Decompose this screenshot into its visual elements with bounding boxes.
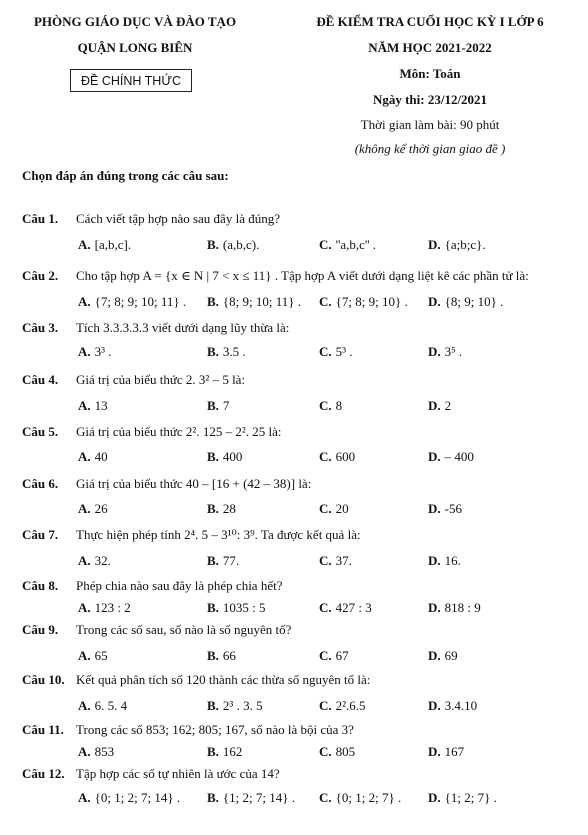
answer-option-text: 16. <box>444 553 461 568</box>
answer-option-label: C. <box>319 449 332 464</box>
question-text: Giá trị của biểu thức 40 – [16 + (42 – 38)] là: <box>76 476 312 491</box>
official-stamp <box>70 69 192 92</box>
duration-note: (không kể thời gian giao đề ) <box>354 141 506 156</box>
answer-option-d[interactable] <box>428 294 503 310</box>
answer-option-b[interactable] <box>207 553 239 569</box>
answer-option-label: D. <box>428 744 441 759</box>
answer-option-text: 37. <box>335 553 352 568</box>
answer-option-label: C. <box>319 237 332 252</box>
answer-option-label: B. <box>207 294 219 309</box>
answer-option-c[interactable] <box>319 790 401 806</box>
answer-option-text: 400 <box>222 449 243 464</box>
answer-option-text: 13 <box>94 398 108 413</box>
answer-option-text: 8 <box>335 398 343 413</box>
question-5 <box>22 424 281 440</box>
answer-option-d[interactable] <box>428 344 462 360</box>
school-year: NĂM HỌC 2021-2022 <box>368 40 492 55</box>
answer-option-label: D. <box>428 600 441 615</box>
answer-option-text: 67 <box>335 648 349 663</box>
answer-option-text: {1; 2; 7; 14} . <box>222 790 295 805</box>
answer-option-label: B. <box>207 344 219 359</box>
question-6 <box>22 476 311 492</box>
question-4 <box>22 372 245 388</box>
answer-option-d[interactable] <box>428 648 458 664</box>
answer-option-a[interactable] <box>78 294 186 310</box>
answer-option-text: 2³ . 3. 5 <box>222 698 263 713</box>
exam-title: ĐỀ KIỂM TRA CUỐI HỌC KỲ I LỚP 6 <box>316 14 544 29</box>
answer-option-label: A. <box>78 790 91 805</box>
answer-option-a[interactable] <box>78 398 108 414</box>
answer-option-text: 7 <box>222 398 230 413</box>
answer-option-label: D. <box>428 698 441 713</box>
answer-option-label: A. <box>78 344 91 359</box>
answer-option-label: B. <box>207 698 219 713</box>
answer-option-c[interactable] <box>319 501 349 517</box>
answer-option-label: D. <box>428 553 441 568</box>
answer-option-label: D. <box>428 790 441 805</box>
question-12 <box>22 766 280 782</box>
answer-option-text: 77. <box>222 553 240 568</box>
question-text: Trong các số sau, số nào là số nguyên tố? <box>76 622 292 637</box>
answer-option-text: – 400 <box>444 449 474 464</box>
answer-option-a[interactable] <box>78 600 131 616</box>
answer-option-label: A. <box>78 398 91 413</box>
answer-option-text: {7; 8; 9; 10; 11} . <box>94 294 187 309</box>
answer-option-label: D. <box>428 449 441 464</box>
question-text: Phép chia nào sau đây là phép chia hết? <box>76 578 283 593</box>
question-number: Câu 10. <box>22 672 65 687</box>
answer-option-text: 600 <box>335 449 356 464</box>
answer-option-text: 818 : 9 <box>444 600 481 615</box>
answer-option-label: B. <box>207 600 219 615</box>
answer-option-text: 69 <box>444 648 458 663</box>
answer-option-text: 3.4.10 <box>444 698 478 713</box>
answer-option-c[interactable] <box>319 449 355 465</box>
answer-option-label: C. <box>319 294 332 309</box>
answer-option-c[interactable] <box>319 600 372 616</box>
answer-option-a[interactable] <box>78 648 108 664</box>
question-number: Câu 8. <box>22 578 59 593</box>
answer-option-text: 66 <box>222 648 236 663</box>
question-text: Cách viết tập hợp nào sau đây là đúng? <box>76 211 280 226</box>
answer-option-text: 20 <box>335 501 349 516</box>
answer-option-c[interactable] <box>319 237 376 253</box>
answer-option-text: {7; 8; 9; 10} . <box>335 294 408 309</box>
answer-option-text: {0; 1; 2; 7} . <box>335 790 402 805</box>
district-title: QUẬN LONG BIÊN <box>77 40 193 55</box>
answer-option-label: C. <box>319 744 332 759</box>
answer-option-text: 65 <box>94 648 108 663</box>
question-11 <box>22 722 354 738</box>
answer-option-c[interactable] <box>319 648 349 664</box>
answer-option-text: 3.5 . <box>222 344 246 359</box>
answer-option-label: B. <box>207 744 219 759</box>
exam-duration: Thời gian làm bài: 90 phút <box>360 117 500 132</box>
question-text: Tích 3.3.3.3.3 viết dưới dạng lũy thừa là: <box>76 320 290 335</box>
answer-option-d[interactable] <box>428 449 474 465</box>
answer-option-label: B. <box>207 553 219 568</box>
exam-date: Ngày thi: 23/12/2021 <box>372 92 488 107</box>
answer-option-label: C. <box>319 398 332 413</box>
question-text: Kết quả phân tích số 120 thành các thừa số nguyên tố là: <box>76 672 371 687</box>
answer-option-label: A. <box>78 648 91 663</box>
answer-option-a[interactable] <box>78 237 131 253</box>
question-number: Câu 2. <box>22 268 59 283</box>
answer-option-label: A. <box>78 294 91 309</box>
answer-option-label: A. <box>78 744 91 759</box>
answer-option-label: D. <box>428 344 441 359</box>
answer-option-b[interactable] <box>207 449 242 465</box>
answer-option-text: 32. <box>94 553 111 568</box>
subject: Môn: Toán <box>399 66 461 81</box>
answer-option-label: C. <box>319 501 332 516</box>
question-text: Trong các số 853; 162; 805; 167, số nào là bội của 3? <box>76 722 354 737</box>
question-number: Câu 11. <box>22 722 64 737</box>
answer-option-a[interactable] <box>78 501 108 517</box>
answer-option-d[interactable] <box>428 237 486 253</box>
answer-option-text: 427 : 3 <box>335 600 372 615</box>
answer-option-d[interactable] <box>428 600 481 616</box>
question-number: Câu 3. <box>22 320 59 335</box>
answer-option-text: 5³ . <box>335 344 353 359</box>
question-number: Câu 4. <box>22 372 59 387</box>
answer-option-text: 3³ . <box>94 344 112 359</box>
answer-option-a[interactable] <box>78 449 108 465</box>
answer-option-label: C. <box>319 553 332 568</box>
answer-option-b[interactable] <box>207 744 242 760</box>
answer-option-text: 805 <box>335 744 356 759</box>
answer-option-text: 3⁵ . <box>444 344 463 359</box>
answer-option-label: B. <box>207 790 219 805</box>
answer-option-label: C. <box>319 698 332 713</box>
answer-option-b[interactable] <box>207 698 263 714</box>
answer-option-label: B. <box>207 648 219 663</box>
question-text: Giá trị của biểu thức 2. 3² – 5 là: <box>76 372 246 387</box>
answer-option-text: 123 : 2 <box>94 600 131 615</box>
answer-option-b[interactable] <box>207 501 236 517</box>
answer-option-a[interactable] <box>78 744 114 760</box>
answer-option-label: B. <box>207 398 219 413</box>
answer-option-text: 26 <box>94 501 108 516</box>
answer-option-label: C. <box>319 648 332 663</box>
department-title: PHÒNG GIÁO DỤC VÀ ĐÀO TẠO <box>33 14 237 29</box>
question-9 <box>22 622 291 638</box>
question-text: Giá trị của biểu thức 2². 125 – 2². 25 là: <box>76 424 282 439</box>
answer-option-b[interactable] <box>207 237 259 253</box>
answer-option-d[interactable] <box>428 398 451 414</box>
answer-option-b[interactable] <box>207 344 246 360</box>
answer-option-label: D. <box>428 501 441 516</box>
question-number: Câu 1. <box>22 211 59 226</box>
answer-option-text: {1; 2; 7} . <box>444 790 497 805</box>
answer-option-label: B. <box>207 237 219 252</box>
answer-option-d[interactable] <box>428 501 462 517</box>
answer-option-label: B. <box>207 501 219 516</box>
answer-option-label: A. <box>78 600 91 615</box>
answer-option-b[interactable] <box>207 398 229 414</box>
answer-option-a[interactable] <box>78 790 180 806</box>
answer-option-label: D. <box>428 398 441 413</box>
answer-option-d[interactable] <box>428 553 461 569</box>
answer-option-a[interactable] <box>78 553 111 569</box>
question-number: Câu 6. <box>22 476 59 491</box>
answer-option-text: 6. 5. 4 <box>94 698 128 713</box>
answer-option-label: C. <box>319 600 332 615</box>
answer-option-label: B. <box>207 449 219 464</box>
answer-option-label: D. <box>428 294 441 309</box>
answer-option-text: 853 <box>94 744 115 759</box>
question-text: Tập hợp các số tự nhiên là ước của 14? <box>76 766 280 781</box>
answer-option-c[interactable] <box>319 698 366 714</box>
question-2 <box>22 268 529 284</box>
answer-option-text: 40 <box>94 449 108 464</box>
answer-option-a[interactable] <box>78 698 127 714</box>
answer-option-text: -56 <box>444 501 462 516</box>
answer-option-label: A. <box>78 237 91 252</box>
answer-option-text: (a,b,c). <box>222 237 260 252</box>
question-1 <box>22 211 280 227</box>
instruction: Chọn đáp án đúng trong các câu sau: <box>22 168 229 183</box>
official-stamp-label: ĐỀ CHÍNH THỨC <box>80 73 182 88</box>
answer-option-label: D. <box>428 648 441 663</box>
answer-option-text: 2².6.5 <box>335 698 366 713</box>
answer-option-text: {a;b;c}. <box>444 237 486 252</box>
answer-option-b[interactable] <box>207 294 301 310</box>
answer-option-d[interactable] <box>428 790 497 806</box>
answer-option-label: A. <box>78 698 91 713</box>
answer-option-c[interactable] <box>319 398 342 414</box>
answer-option-b[interactable] <box>207 790 295 806</box>
answer-option-label: A. <box>78 553 91 568</box>
answer-option-label: D. <box>428 237 441 252</box>
answer-option-label: C. <box>319 344 332 359</box>
answer-option-text: {8; 9; 10} . <box>444 294 504 309</box>
question-number: Câu 7. <box>22 527 59 542</box>
question-10 <box>22 672 370 688</box>
question-7 <box>22 527 361 543</box>
answer-option-text: 162 <box>222 744 243 759</box>
answer-option-c[interactable] <box>319 294 408 310</box>
answer-option-a[interactable] <box>78 344 112 360</box>
answer-option-b[interactable] <box>207 600 266 616</box>
answer-option-label: C. <box>319 790 332 805</box>
answer-option-label: A. <box>78 449 91 464</box>
answer-option-text: ''a,b,c'' . <box>335 237 377 252</box>
answer-option-text: 2 <box>444 398 452 413</box>
answer-option-text: 28 <box>222 501 236 516</box>
answer-option-text: {0; 1; 2; 7; 14} . <box>94 790 181 805</box>
question-text: Thực hiện phép tính 2⁴. 5 – 3¹⁰: 3⁹. Ta được kết quả là: <box>76 527 361 542</box>
question-3 <box>22 320 289 336</box>
question-number: Câu 5. <box>22 424 59 439</box>
answer-option-text: 167 <box>444 744 465 759</box>
question-text: Cho tập hợp A = {x ∈ N | 7 < x ≤ 11} . Tập hợp A viết dưới dạng liệt kê các phần tử là: <box>76 268 529 283</box>
answer-option-text: [a,b,c]. <box>94 237 132 252</box>
answer-option-text: {8; 9; 10; 11} . <box>222 294 302 309</box>
answer-option-d[interactable] <box>428 698 477 714</box>
question-number: Câu 12. <box>22 766 65 781</box>
question-8 <box>22 578 282 594</box>
answer-option-b[interactable] <box>207 648 236 664</box>
question-number: Câu 9. <box>22 622 59 637</box>
answer-option-c[interactable] <box>319 744 355 760</box>
answer-option-d[interactable] <box>428 744 464 760</box>
answer-option-text: 1035 : 5 <box>222 600 266 615</box>
answer-option-c[interactable] <box>319 344 353 360</box>
answer-option-c[interactable] <box>319 553 352 569</box>
answer-option-label: A. <box>78 501 91 516</box>
